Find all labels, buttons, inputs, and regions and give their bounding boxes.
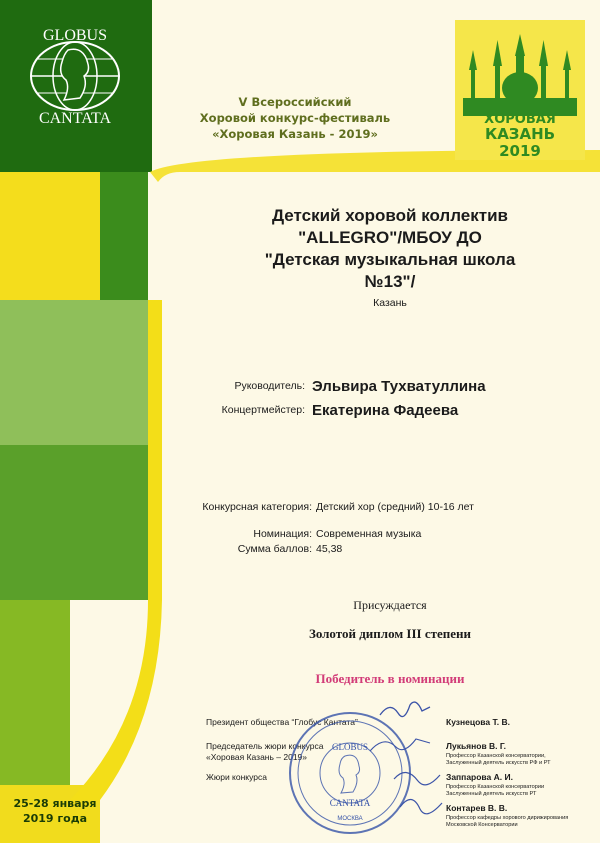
nomination-label: Номинация:	[253, 528, 312, 540]
khorovaya-kazan-logo	[455, 20, 585, 160]
leader-label: Руководитель:	[234, 380, 305, 392]
festival-title-line3: «Хоровая Казань - 2019»	[212, 127, 378, 141]
jury-members-label: Жюри конкурса	[206, 772, 267, 782]
logo-text-cantata: CANTATA	[38, 110, 112, 126]
accompanist-label: Концертмейстер:	[221, 404, 305, 416]
accompanist-name: Екатерина Фадеева	[312, 402, 459, 419]
festival-title	[160, 94, 430, 142]
participant-line4: №13"/	[364, 272, 416, 291]
diploma-title: Золотой диплом III степени	[308, 626, 472, 641]
globus-cantata-logo	[10, 26, 140, 126]
winner-title: Победитель в номинации	[315, 671, 465, 686]
stamp-text-globus: GLOBUS	[331, 742, 369, 752]
jury-member-title-line2: Заслуженный деятель искусств РФ и РТ	[446, 760, 551, 766]
nomination-value: Современная музыка	[316, 528, 422, 540]
participant-line3: "Детская музыкальная школа	[264, 250, 516, 269]
jury-member-name: Кузнецова Т. В.	[446, 717, 510, 727]
leader-row	[185, 373, 595, 395]
president-label: Президент общества “Глобус Кантата”	[206, 717, 358, 727]
category-value: Детский хор (средний) 10-16 лет	[316, 501, 474, 513]
jury-member-name: Заппарова А. И.	[446, 772, 513, 782]
kazan-logo-line1: ХОРОВАЯ	[484, 112, 556, 127]
jury-member-title-line1: Профессор кафедры хорового дирижирования	[446, 815, 569, 821]
category-row	[185, 501, 595, 515]
jury-member-name: Лукьянов В. Г.	[446, 741, 507, 751]
jury-member-title-line2: Московской Консерватории	[446, 822, 518, 828]
jury-member-title-line2: Заслуженный деятель искусств РТ	[446, 791, 537, 797]
event-dates-line2: 2019 года	[22, 812, 88, 825]
score-label: Сумма баллов:	[237, 543, 312, 555]
awarded-label: Присуждается	[353, 598, 427, 612]
logo-text-globus: GLOBUS	[42, 27, 108, 44]
kazan-logo-year: 2019	[499, 142, 541, 160]
score-row	[185, 543, 595, 557]
leader-name: Эльвира Тухватуллина	[312, 378, 486, 395]
accompanist-row	[185, 397, 595, 419]
participant-name	[185, 205, 595, 293]
participant-line2: "ALLEGRO"/МБОУ ДО	[298, 228, 482, 247]
event-dates	[10, 796, 100, 826]
jury-member-title-line1: Профессор Казанской консерватории	[446, 784, 545, 790]
jury-member-name: Контарев В. В.	[446, 803, 508, 813]
stamp-text-cantata: CANTATA	[329, 798, 371, 808]
score-value: 45,38	[316, 543, 343, 555]
kazan-logo-line2: КАЗАНЬ	[484, 125, 556, 143]
participant-city: Казань	[373, 297, 407, 309]
stamp-text-city: МОСКВА	[337, 816, 363, 822]
official-stamp	[285, 708, 415, 838]
event-dates-line1: 25-28 января	[13, 797, 97, 810]
category-label: Конкурсная категория:	[202, 501, 312, 513]
jury-chair-label-line2: «Хоровая Казань – 2019»	[206, 752, 308, 762]
festival-title-line1: V Всероссийский	[238, 95, 352, 109]
festival-title-line2: Хоровой конкурс-фестиваль	[199, 111, 391, 125]
participant-line1: Детский хоровой коллектив	[271, 206, 509, 225]
jury-chair-label-line1: Председатель жюри конкурса	[206, 741, 324, 751]
nomination-row	[185, 528, 595, 542]
jury-member-title-line1: Профессор Казанской консерватории,	[446, 753, 546, 759]
